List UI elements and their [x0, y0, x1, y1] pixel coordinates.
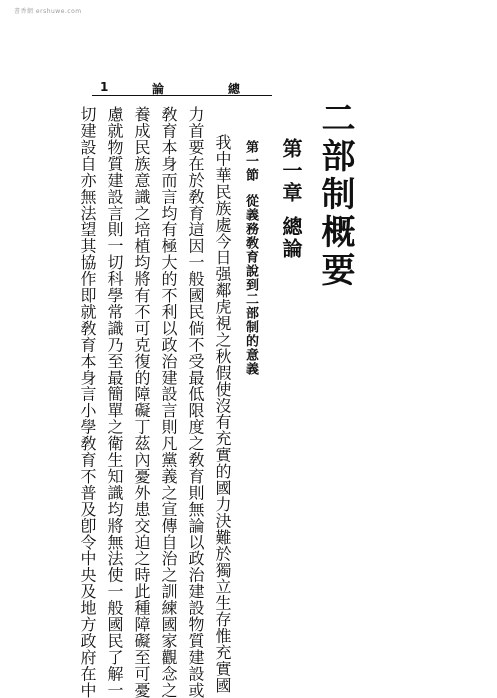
page-number: 1	[100, 80, 109, 94]
body-line: 敎育本身而言均有極大的不利以政治建設言則凡黨義之宣傳自治之訓練國家觀念之	[159, 106, 178, 698]
book-title: 二部制概要	[315, 100, 355, 290]
chapter-number: 第一章	[279, 138, 303, 204]
body-line: 力首要在於敎育這因一般國民倘不受最低限度之敎育則無論以政治建設物質建設或	[186, 106, 205, 698]
header-rule	[92, 95, 272, 96]
running-header-middle: 論	[152, 82, 165, 96]
section-name: 從義務敎育說到二部制的意義	[243, 194, 258, 376]
chapter-name: 總論	[279, 216, 303, 260]
section-number: 第一節	[243, 140, 258, 182]
body-line: 我中華民族處今日强鄰虎視之秋假使沒有充實的國力決難於獨立生存惟充實國	[213, 134, 232, 694]
body-line: 切建設自亦無法望其協作即就敎育本身言小學敎育不普及卽令中央及地方政府在中	[78, 106, 97, 698]
body-line: 慮就物質建設言則一切科學常識乃至最簡單之衛生知識均將無法使一般國民了解一	[105, 106, 124, 698]
section-title	[244, 140, 257, 376]
watermark-text: 書香網 ershuwe.com	[14, 8, 82, 15]
chapter-title	[281, 138, 301, 260]
body-line: 養成民族意識之培植均將有不可克復的障礙丁茲內憂外患交迫之時此種障礙至可憂	[132, 106, 151, 698]
running-header-right: 總	[228, 82, 241, 96]
